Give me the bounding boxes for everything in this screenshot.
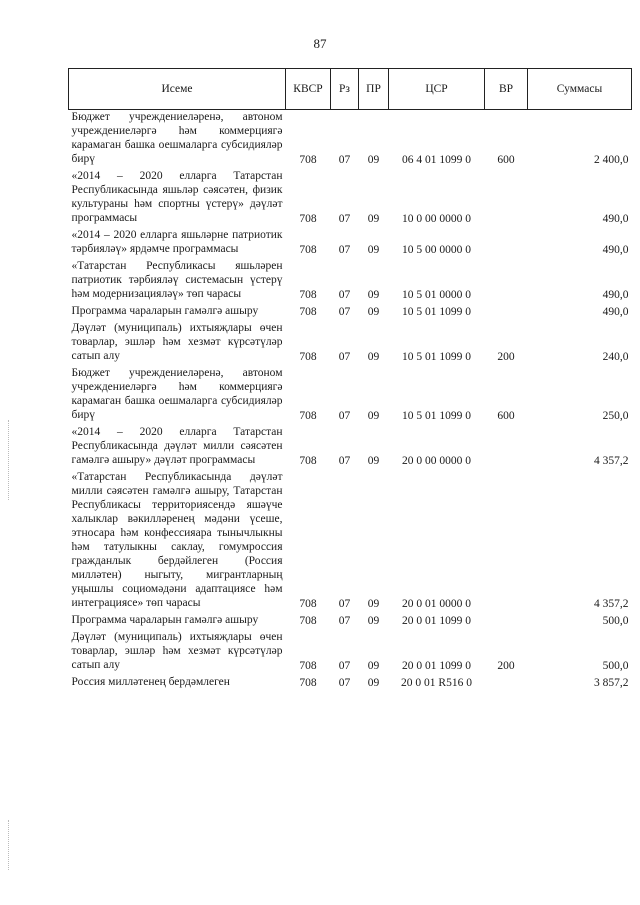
row-sum: 4 357,2: [594, 455, 629, 467]
row-rz: 07: [338, 410, 351, 422]
row-kvsr: 708: [299, 598, 317, 610]
row-sum: 2 400,0: [594, 154, 629, 166]
header-name: Исеме: [69, 69, 286, 110]
header-pr: ПР: [359, 69, 389, 110]
row-vr: 600: [497, 410, 515, 422]
row-tsr: 10 0 00 0000 0: [402, 213, 471, 225]
row-name: Россия милләтенең бердәмлеген: [71, 676, 230, 688]
header-sum: Суммасы: [528, 69, 632, 110]
row-pr: 09: [367, 213, 380, 225]
row-sum: 490,0: [602, 244, 629, 256]
row-vr: [485, 304, 528, 321]
row-vr: [485, 613, 528, 630]
page-number: 87: [313, 36, 327, 51]
row-vr: [485, 169, 528, 228]
row-name: Бюджет учреждениеләренә, автоном учреждениеләргә һәм коммерциягә карамаган башка оешмаларга субсидияләр бирү: [71, 111, 283, 165]
row-sum: 250,0: [602, 410, 629, 422]
row-rz: 07: [338, 598, 351, 610]
table-row: [69, 304, 632, 321]
row-vr: [485, 259, 528, 304]
row-pr: 09: [367, 244, 380, 256]
table-row: [69, 630, 632, 675]
header-tsr: ЦСР: [389, 69, 485, 110]
row-kvsr: 708: [299, 289, 317, 301]
row-pr: 09: [367, 660, 380, 672]
table-row: [69, 228, 632, 259]
row-pr: 09: [367, 306, 380, 318]
budget-table: [68, 68, 632, 692]
row-vr: [485, 675, 528, 692]
row-rz: 07: [338, 289, 351, 301]
table-row: [69, 259, 632, 304]
row-sum: 500,0: [602, 660, 629, 672]
row-kvsr: 708: [299, 213, 317, 225]
row-kvsr: 708: [299, 410, 317, 422]
row-sum: 500,0: [602, 615, 629, 627]
row-pr: 09: [367, 410, 380, 422]
row-rz: 07: [338, 154, 351, 166]
row-name: «2014 – 2020 елларга Татарстан Республикасында яшьләр сәясәтен, физик культураны һәм спортны үстерү» дәүләт программасы: [71, 170, 283, 224]
row-tsr: 10 5 01 0000 0: [402, 289, 471, 301]
row-rz: 07: [338, 306, 351, 318]
table-row: [69, 470, 632, 613]
row-name: «Татарстан Республикасы яшьләрен патриотик тәрбияләү системасын үстерү һәм модернизацияләү» төп чарасы: [71, 260, 283, 300]
row-rz: 07: [338, 677, 351, 689]
table-row: [69, 425, 632, 470]
row-tsr: 20 0 01 1099 0: [402, 615, 471, 627]
row-tsr: 10 5 00 0000 0: [402, 244, 471, 256]
row-name: «2014 – 2020 елларга Татарстан Республикасында дәүләт милли сәясәтен гамәлгә ашыру» дәүләт программасы: [71, 426, 283, 466]
row-sum: 4 357,2: [594, 598, 629, 610]
row-tsr: 10 5 01 1099 0: [402, 410, 471, 422]
row-pr: 09: [367, 154, 380, 166]
row-pr: 09: [367, 677, 380, 689]
row-name: «2014 – 2020 елларга яшьләрне патриотик тәрбияләү» ярдәмче программасы: [71, 229, 283, 255]
row-pr: 09: [367, 351, 380, 363]
row-name: Бюджет учреждениеләренә, автоном учреждениеләргә һәм коммерциягә карамаган башка оешмаларга субсидияләр бирү: [71, 367, 283, 421]
row-name: Дәүләт (муниципаль) ихтыяҗлары өчен товарлар, эшләр һәм хезмәт күрсәтүләр сатып алу: [71, 631, 283, 671]
row-tsr: 20 0 00 0000 0: [402, 455, 471, 467]
table-row: [69, 321, 632, 366]
table-row: [69, 675, 632, 692]
scan-margin-dots: [8, 420, 11, 500]
row-sum: 240,0: [602, 351, 629, 363]
row-name: Программа чараларын гамәлгә ашыру: [71, 305, 259, 317]
row-name: «Татарстан Республикасында дәүләт милли сәясәтен гамәлгә ашыру, Татарстан Республикасы территориясендә яшәүче халыклар вәкилләренең мәдәни үсеше, этносара һәм конфессияара тынычлыкны һәм татулыкны саклау, гомумроссия гражданлык бердәйлеген (Россия милләтен) ныгыту, мигрантларның уңышлы социомәдәни адаптациясе һәм интеграциясе» төп чарасы: [71, 471, 283, 609]
row-kvsr: 708: [299, 306, 317, 318]
row-rz: 07: [338, 455, 351, 467]
row-rz: 07: [338, 615, 351, 627]
table-row: [69, 613, 632, 630]
row-tsr: 10 5 01 1099 0: [402, 351, 471, 363]
header-vr: ВР: [485, 69, 528, 110]
row-kvsr: 708: [299, 244, 317, 256]
scan-margin-dots-lower: [8, 820, 11, 870]
row-tsr: 06 4 01 1099 0: [402, 154, 471, 166]
table-header-row: [69, 69, 632, 110]
table-row: [69, 110, 632, 170]
row-vr: 600: [497, 154, 515, 166]
row-name: Программа чараларын гамәлгә ашыру: [71, 614, 259, 626]
row-vr: 200: [497, 660, 515, 672]
row-sum: 490,0: [602, 289, 629, 301]
row-tsr: 20 0 01 0000 0: [402, 598, 471, 610]
row-rz: 07: [338, 351, 351, 363]
row-sum: 490,0: [602, 213, 629, 225]
row-vr: [485, 425, 528, 470]
header-kvsr: КВСР: [286, 69, 331, 110]
row-rz: 07: [338, 244, 351, 256]
row-pr: 09: [367, 598, 380, 610]
row-pr: 09: [367, 289, 380, 301]
row-vr: [485, 228, 528, 259]
row-sum: 3 857,2: [594, 677, 629, 689]
row-sum: 490,0: [602, 306, 629, 318]
row-tsr: 10 5 01 1099 0: [402, 306, 471, 318]
row-rz: 07: [338, 213, 351, 225]
row-rz: 07: [338, 660, 351, 672]
row-pr: 09: [367, 615, 380, 627]
header-rz: Рз: [331, 69, 359, 110]
row-tsr: 20 0 01 1099 0: [402, 660, 471, 672]
table-row: [69, 366, 632, 425]
row-kvsr: 708: [299, 154, 317, 166]
table-row: [69, 169, 632, 228]
row-vr: 200: [497, 351, 515, 363]
row-pr: 09: [367, 455, 380, 467]
row-kvsr: 708: [299, 351, 317, 363]
row-kvsr: 708: [299, 677, 317, 689]
row-name: Дәүләт (муниципаль) ихтыяҗлары өчен товарлар, эшләр һәм хезмәт күрсәтүләр сатып алу: [71, 322, 283, 362]
row-kvsr: 708: [299, 660, 317, 672]
row-kvsr: 708: [299, 455, 317, 467]
row-tsr: 20 0 01 R516 0: [401, 677, 472, 689]
row-kvsr: 708: [299, 615, 317, 627]
row-vr: [485, 470, 528, 613]
